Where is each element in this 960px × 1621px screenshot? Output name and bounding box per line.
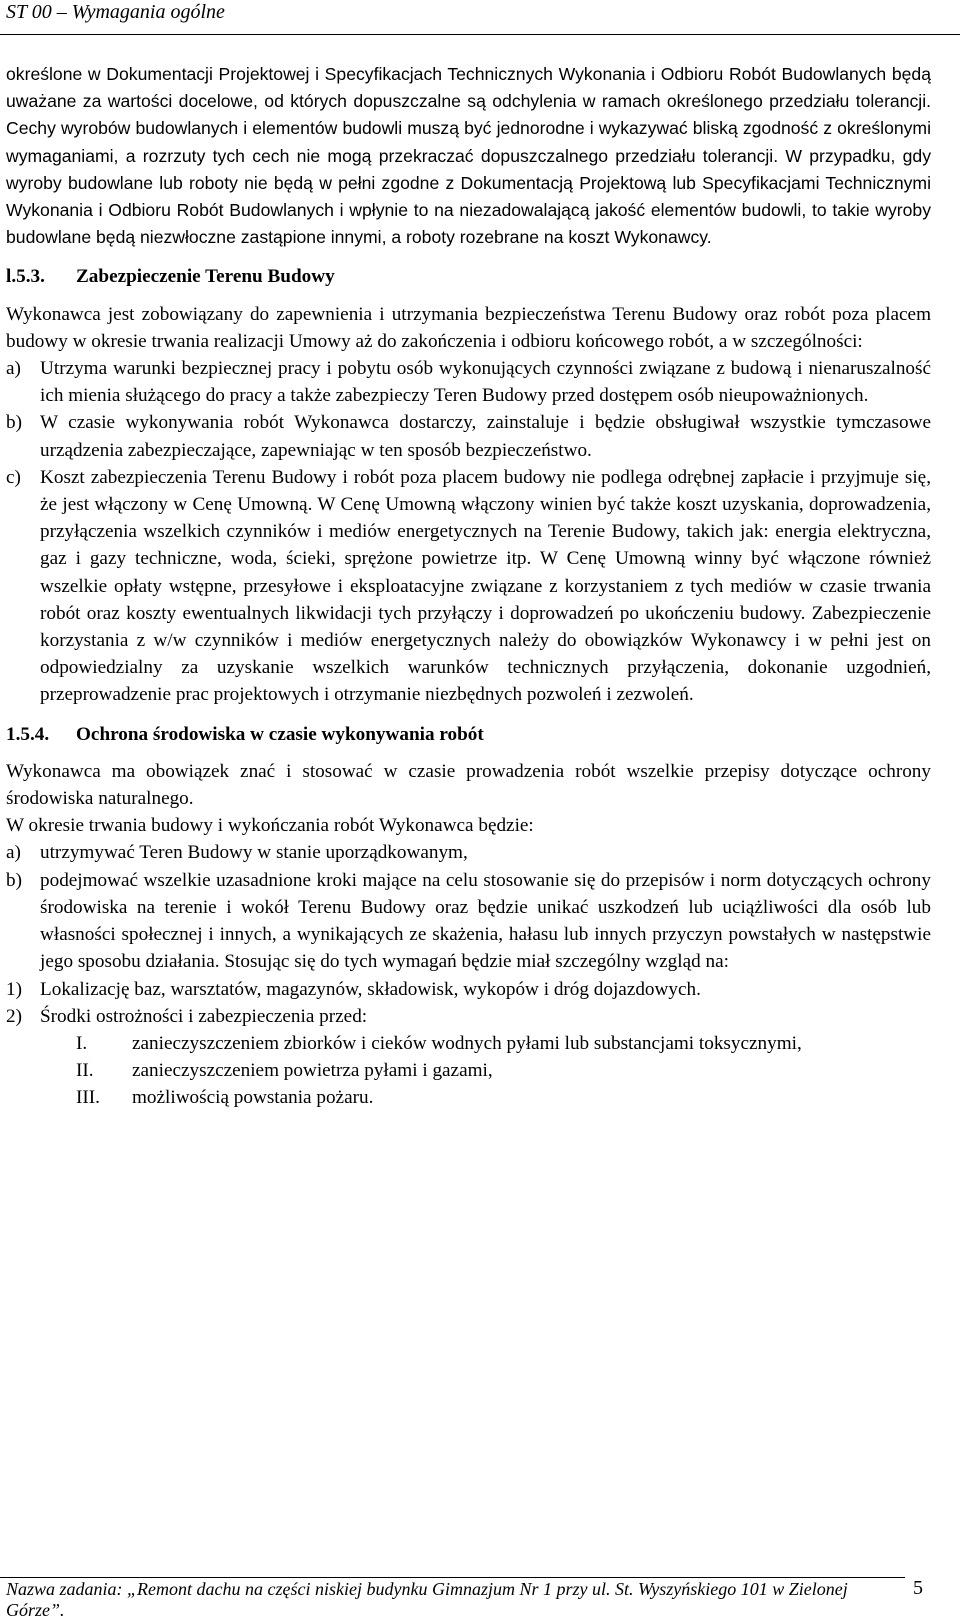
list-text: utrzymywać Teren Budowy w stanie uporządkowanym, xyxy=(40,842,468,864)
page-footer: Nazwa zadania: „Remont dachu na części niskiej budynku Gimnazjum Nr 1 przy ul. St. Wyszyńskiego 101 w Zielonej Górze”. xyxy=(6,1579,848,1620)
list-label: b) xyxy=(6,412,22,434)
page-header: ST 00 – Wymagania ogólne xyxy=(6,1,225,23)
list-item xyxy=(6,839,931,866)
list-text: podejmować wszelkie uzasadnione kroki mające na celu stosowanie się do przepisów i norm dotyczących ochrony środowiska na terenie i wokół Terenu Budowy oraz będzie unikać uszkodzeń lub uciążliwości dla osób lub własności społecznej i innych, a wynikających ze skażenia, hałasu lub innych przyczyn powstałych w następstwie jego sposobu działania. Stosując się do tych wymagań będzie miał szczególny wzgląd na: xyxy=(40,869,931,973)
list-label: a) xyxy=(6,842,21,864)
section-number: 1.5.4. xyxy=(6,723,50,745)
list-item xyxy=(6,867,931,976)
roman-label: II. xyxy=(76,1060,94,1082)
numbered-label: 1) xyxy=(6,978,22,1000)
header-rule xyxy=(0,34,960,35)
list-item xyxy=(6,409,931,463)
list-label: c) xyxy=(6,466,21,488)
section-154-lead: Wykonawca ma obowiązek znać i stosować w czasie prowadzenia robót wszelkie przepisy dotyczące ochrony środowiska naturalnego. xyxy=(6,760,931,810)
list-item xyxy=(6,464,931,709)
list-text: W czasie wykonywania robót Wykonawca dostarczy, zainstaluje i będzie obsługiwał wszystkie tymczasowe urządzenia zabezpieczające, zapewniając w ten sposób bezpieczeństwo. xyxy=(40,412,931,461)
roman-text: możliwością powstania pożaru. xyxy=(132,1087,374,1109)
roman-item xyxy=(76,1030,931,1057)
list-label: b) xyxy=(6,869,22,891)
list-item xyxy=(6,355,931,409)
numbered-label: 2) xyxy=(6,1005,22,1027)
list-label: a) xyxy=(6,358,21,380)
section-heading-154 xyxy=(6,721,931,748)
roman-text: zanieczyszczeniem powietrza pyłami i gazami, xyxy=(132,1060,493,1082)
section-heading-153 xyxy=(6,263,931,290)
footer-rule xyxy=(0,1577,905,1578)
numbered-item xyxy=(6,976,931,1003)
section-title: Ochrona środowiska w czasie wykonywania robót xyxy=(76,723,484,745)
roman-text: zanieczyszczeniem zbiorków i cieków wodnych pyłami lub substancjami toksycznymi, xyxy=(132,1032,802,1054)
numbered-text: Lokalizację baz, warsztatów, magazynów, składowisk, wykopów i dróg dojazdowych. xyxy=(40,978,701,1000)
section-153-lead: Wykonawca jest zobowiązany do zapewnienia i utrzymania bezpieczeństwa Terenu Budowy oraz robót poza placem budowy w okresie trwania realizacji Umowy aż do zakończenia i odbioru końcowego robót, a w szczególności: xyxy=(6,303,931,352)
section-154-lead2: W okresie trwania budowy i wykończania robót Wykonawca będzie: xyxy=(6,815,534,837)
page-number: 5 xyxy=(913,1577,923,1599)
document-body xyxy=(6,61,931,1112)
intro-paragraph: określone w Dokumentacji Projektowej i Specyfikacjach Technicznych Wykonania i Odbioru Robót Budowlanych będą uważane za wartości docelowe, od których dopuszczalne są odchylenia w ramach określonego przedziału tolerancji. Cechy wyrobów budowlanych i elementów budowli muszą być jednorodne i wykazywać bliską zgodność z określonymi wymaganiami, a rozrzuty tych cech nie mogą przekraczać dopuszczalnego przedziału tolerancji. W przypadku, gdy wyroby budowlane lub roboty nie będą w pełni zgodne z Dokumentacją Projektową lub Specyfikacjami Technicznymi Wykonania i Odbioru Robót Budowlanych i wpłynie to na niezadowalającą jakość elementów budowli, to takie wyroby budowlane będą niezwłoczne zastąpione innymi, a roboty rozebrane na koszt Wykonawcy. xyxy=(6,64,931,248)
roman-item xyxy=(76,1084,931,1111)
section-number: l.5.3. xyxy=(6,266,45,288)
list-text: Koszt zabezpieczenia Terenu Budowy i robót poza placem budowy nie podlega odrębnej zapłacie i przyjmuje się, że jest włączony w Cenę Umowną. W Cenę Umowną włączony winien być także koszt uzyskania, doprowadzenia, przyłączenia wszelkich czynników i mediów energetycznych na Terenie Budowy, takich jak: energia elektryczna, gaz i gazy techniczne, woda, ścieki, sprężone powietrze itp. W Cenę Umowną winny być włączone również wszelkie opłaty wstępne, przesyłowe i eksploatacyjne związane z korzystaniem z tych mediów w czasie trwania robót oraz koszty ewentualnych likwidacji tych przyłączy i doprowadzeń po ukończeniu budowy. Zabezpieczenie korzystania z w/w czynników i mediów energetycznych należy do obowiązków Wykonawcy i w pełni jest on odpowiedzialny za uzyskanie wszelkich warunków technicznych przyłączenia, dokonanie uzgodnień, przeprowadzenie prac projektowych i otrzymanie niezbędnych pozwoleń i zezwoleń. xyxy=(40,466,931,706)
roman-label: I. xyxy=(76,1032,88,1054)
section-title: Zabezpieczenie Terenu Budowy xyxy=(76,266,335,288)
numbered-item xyxy=(6,1003,931,1030)
numbered-text: Środki ostrożności i zabezpieczenia przed: xyxy=(40,1005,368,1027)
roman-item xyxy=(76,1057,931,1084)
list-text: Utrzyma warunki bezpiecznej pracy i pobytu osób wykonujących czynności związane z budową i nienaruszalność ich mienia służącego do pracy a także zabezpieczy Teren Budowy przed dostępem osób nieupoważnionych. xyxy=(40,358,931,407)
roman-label: III. xyxy=(76,1087,100,1109)
